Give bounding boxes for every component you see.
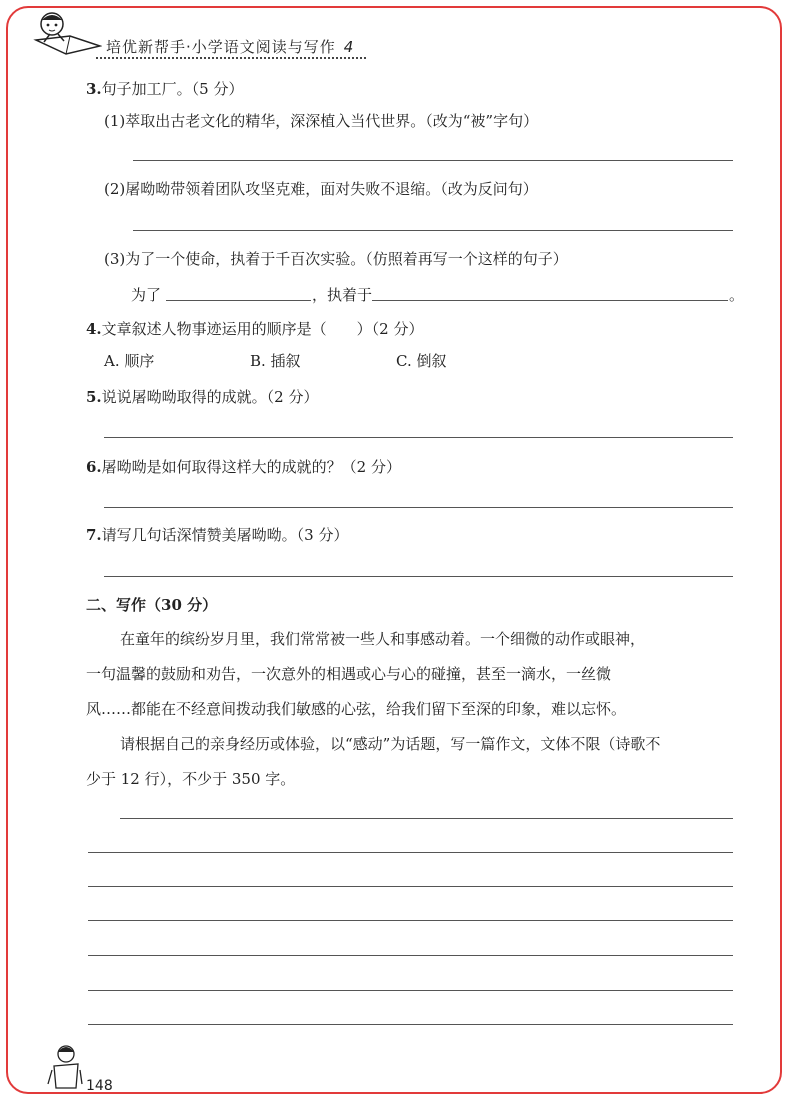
answer-line[interactable] bbox=[104, 507, 733, 508]
question-6-heading: 6.屠呦呦是如何取得这样大的成就的？（2 分） bbox=[86, 458, 401, 476]
option-c[interactable]: C. 倒叙 bbox=[396, 352, 447, 370]
page-border bbox=[6, 6, 782, 1094]
writing-line[interactable] bbox=[120, 818, 733, 819]
question-7-heading: 7.请写几句话深情赞美屠呦呦。（3 分） bbox=[86, 526, 349, 544]
fill-middle: ，执着于 bbox=[312, 286, 373, 304]
answer-line[interactable] bbox=[104, 576, 733, 577]
writing-line[interactable] bbox=[88, 1024, 733, 1025]
writing-line[interactable] bbox=[88, 955, 733, 956]
writing-paragraph-1-line-3: 风……都能在不经意间拨动我们敏感的心弦，给我们留下至深的印象，难以忘怀。 bbox=[86, 700, 627, 718]
answer-line[interactable] bbox=[133, 230, 733, 231]
question-5-heading: 5.说说屠呦呦取得的成就。（2 分） bbox=[86, 388, 319, 406]
option-a[interactable]: A. 顺序 bbox=[104, 352, 155, 370]
fill-blank-1[interactable] bbox=[166, 300, 311, 301]
question-4-heading: 4.文章叙述人物事迹运用的顺序是（ ）（2 分） bbox=[86, 320, 424, 338]
answer-line[interactable] bbox=[104, 437, 733, 438]
fill-end: 。 bbox=[729, 286, 745, 304]
question-3-heading: 3.句子加工厂。（5 分） bbox=[86, 80, 244, 98]
question-3-sub2: (2)屠呦呦带领着团队攻坚克难，面对失败不退缩。（改为反问句） bbox=[104, 180, 538, 198]
option-b[interactable]: B. 插叙 bbox=[250, 352, 301, 370]
writing-paragraph-2-line-1: 请根据自己的亲身经历或体验，以“感动”为话题，写一篇作文，文体不限（诗歌不 bbox=[120, 735, 661, 753]
question-3-sub1: (1)萃取出古老文化的精华，深深植入当代世界。（改为“被”字句） bbox=[104, 112, 539, 130]
writing-heading: 二、写作（30 分） bbox=[86, 596, 218, 614]
writing-line[interactable] bbox=[88, 852, 733, 853]
answer-line[interactable] bbox=[133, 160, 733, 161]
series-title: 培优新帮手·小学语文阅读与写作 bbox=[106, 38, 336, 56]
fill-blank-2[interactable] bbox=[372, 300, 728, 301]
writing-paragraph-2-line-2: 少于 12 行），不少于 350 字。 bbox=[86, 770, 296, 788]
footer-mascot-icon bbox=[44, 1040, 84, 1090]
writing-line[interactable] bbox=[88, 990, 733, 991]
writing-paragraph-1-line-1: 在童年的缤纷岁月里，我们常常被一些人和事感动着。一个细微的动作或眼神， bbox=[120, 630, 646, 648]
volume-number: 4 bbox=[343, 38, 355, 56]
question-3-sub3: (3)为了一个使命，执着于千百次实验。（仿照着再写一个这样的句子） bbox=[104, 250, 568, 268]
fill-prefix: 为了 bbox=[131, 286, 162, 304]
writing-line[interactable] bbox=[88, 920, 733, 921]
writing-line[interactable] bbox=[88, 886, 733, 887]
header-title bbox=[106, 36, 354, 57]
page-number: 148 bbox=[86, 1078, 113, 1094]
writing-paragraph-1-line-2: 一句温馨的鼓励和劝告，一次意外的相遇或心与心的碰撞，甚至一滴水，一丝微 bbox=[86, 665, 612, 683]
reading-child-mascot-icon bbox=[30, 10, 102, 56]
header-divider bbox=[96, 57, 366, 59]
